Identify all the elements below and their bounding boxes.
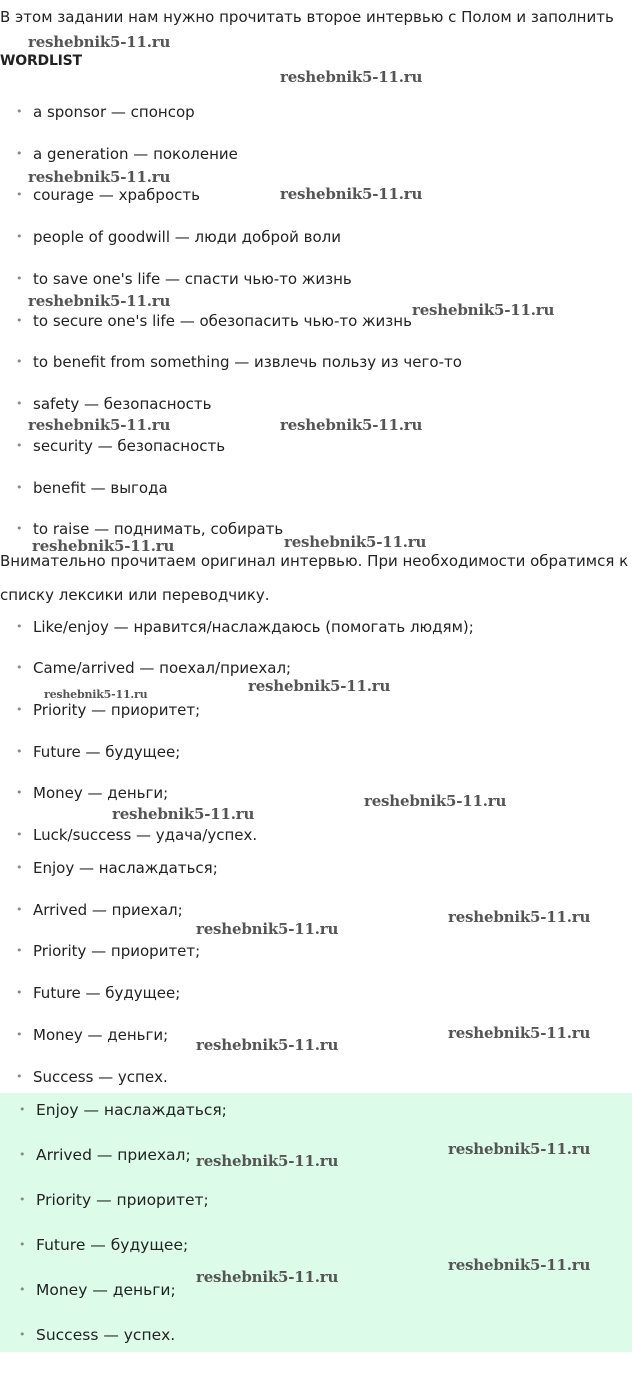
bullet-icon: •	[16, 828, 23, 841]
watermark: reshebnik5-11.ru	[448, 908, 591, 926]
bullet-icon: •	[19, 1103, 26, 1116]
list-item: • Priority — приоритет;	[16, 942, 201, 960]
watermark: reshebnik5-11.ru	[32, 537, 175, 555]
bullet-icon: •	[16, 147, 23, 160]
bullet-icon: •	[16, 944, 23, 957]
list-item: • Priority — приоритет;	[16, 701, 201, 719]
final-answer-box	[0, 1093, 632, 1352]
list-item: • a generation — поколение	[16, 145, 238, 163]
watermark: reshebnik5-11.ru	[28, 416, 171, 434]
watermark: reshebnik5-11.ru	[196, 920, 339, 938]
bullet-icon: •	[19, 1238, 26, 1251]
bullet-icon: •	[16, 786, 23, 799]
watermark: reshebnik5-11.ru	[28, 292, 171, 310]
list-item: • Like/enjoy — нравится/наслаждаюсь (помогать людям);	[16, 618, 474, 636]
watermark: reshebnik5-11.ru	[280, 416, 423, 434]
list-item: • a sponsor — спонсор	[16, 103, 195, 121]
watermark: reshebnik5-11.ru	[448, 1256, 591, 1274]
bullet-icon: •	[19, 1193, 26, 1206]
bullet-icon: •	[19, 1283, 26, 1296]
bullet-icon: •	[16, 745, 23, 758]
list-item: • people of goodwill — люди доброй воли	[16, 228, 342, 246]
list-item: • courage — храбрость	[16, 186, 200, 204]
list-item: • Enjoy — наслаждаться;	[19, 1101, 227, 1119]
watermark: reshebnik5-11.ru	[364, 792, 507, 810]
list-item: • Arrived — приехал;	[16, 901, 183, 919]
watermark: reshebnik5-11.ru	[28, 168, 171, 186]
list-item: • to benefit from something — извлечь пользу из чего-то	[16, 353, 462, 371]
list-item: • security — безопасность	[16, 437, 226, 455]
watermark: reshebnik5-11.ru	[44, 688, 148, 701]
bullet-icon: •	[16, 661, 23, 674]
instruction-line-2: списку лексики или переводчику.	[0, 586, 270, 604]
watermark: reshebnik5-11.ru	[448, 1140, 591, 1158]
list-item: • Luck/success — удача/успех.	[16, 826, 258, 844]
bullet-icon: •	[16, 397, 23, 410]
list-item: • Money — деньги;	[16, 784, 169, 802]
list-item: • benefit — выгода	[16, 479, 168, 497]
list-item: • Priority — приоритет;	[19, 1191, 209, 1209]
list-item: • Came/arrived — поехал/приехал;	[16, 659, 292, 677]
bullet-icon: •	[16, 522, 23, 535]
list-item: • safety — безопасность	[16, 395, 212, 413]
list-item: • Money — деньги;	[19, 1281, 176, 1299]
list-item: • Success — успех.	[16, 1068, 168, 1086]
bullet-icon: •	[16, 188, 23, 201]
bullet-icon: •	[16, 1070, 23, 1083]
watermark: reshebnik5-11.ru	[412, 301, 555, 319]
list-item: • Enjoy — наслаждаться;	[16, 859, 218, 877]
watermark: reshebnik5-11.ru	[196, 1152, 339, 1170]
bullet-icon: •	[16, 272, 23, 285]
wordlist-heading: WORDLIST	[0, 53, 82, 69]
bullet-icon: •	[16, 903, 23, 916]
watermark: reshebnik5-11.ru	[112, 805, 255, 823]
bullet-icon: •	[16, 703, 23, 716]
watermark: reshebnik5-11.ru	[284, 533, 427, 551]
bullet-icon: •	[16, 314, 23, 327]
watermark: reshebnik5-11.ru	[196, 1036, 339, 1054]
watermark: reshebnik5-11.ru	[448, 1024, 591, 1042]
bullet-icon: •	[16, 620, 23, 633]
list-item: • to raise — поднимать, собирать	[16, 520, 284, 538]
list-item: • to secure one's life — обезопасить чью-то жизнь	[16, 312, 412, 330]
watermark: reshebnik5-11.ru	[248, 677, 391, 695]
bullet-icon: •	[16, 986, 23, 999]
list-item: • Money — деньги;	[16, 1026, 169, 1044]
bullet-icon: •	[16, 1028, 23, 1041]
list-item: • Future — будущее;	[16, 984, 181, 1002]
bullet-icon: •	[16, 105, 23, 118]
watermark: reshebnik5-11.ru	[280, 68, 423, 86]
list-item: • Future — будущее;	[19, 1236, 189, 1254]
intro-text: В этом задании нам нужно прочитать второе интервью с Полом и заполнить	[0, 8, 614, 26]
bullet-icon: •	[19, 1148, 26, 1161]
list-item: • Success — успех.	[19, 1326, 176, 1344]
watermark: reshebnik5-11.ru	[280, 185, 423, 203]
list-item: • Arrived — приехал;	[19, 1146, 191, 1164]
list-item: • Future — будущее;	[16, 743, 181, 761]
bullet-icon: •	[16, 355, 23, 368]
bullet-icon: •	[19, 1328, 26, 1341]
bullet-icon: •	[16, 439, 23, 452]
bullet-icon: •	[16, 230, 23, 243]
watermark: reshebnik5-11.ru	[28, 33, 171, 51]
bullet-icon: •	[16, 481, 23, 494]
instruction-line-1: Внимательно прочитаем оригинал интервью. При необходимости обратимся к	[0, 552, 629, 570]
list-item: • to save one's life — спасти чью-то жизнь	[16, 270, 352, 288]
bullet-icon: •	[16, 861, 23, 874]
watermark: reshebnik5-11.ru	[196, 1268, 339, 1286]
